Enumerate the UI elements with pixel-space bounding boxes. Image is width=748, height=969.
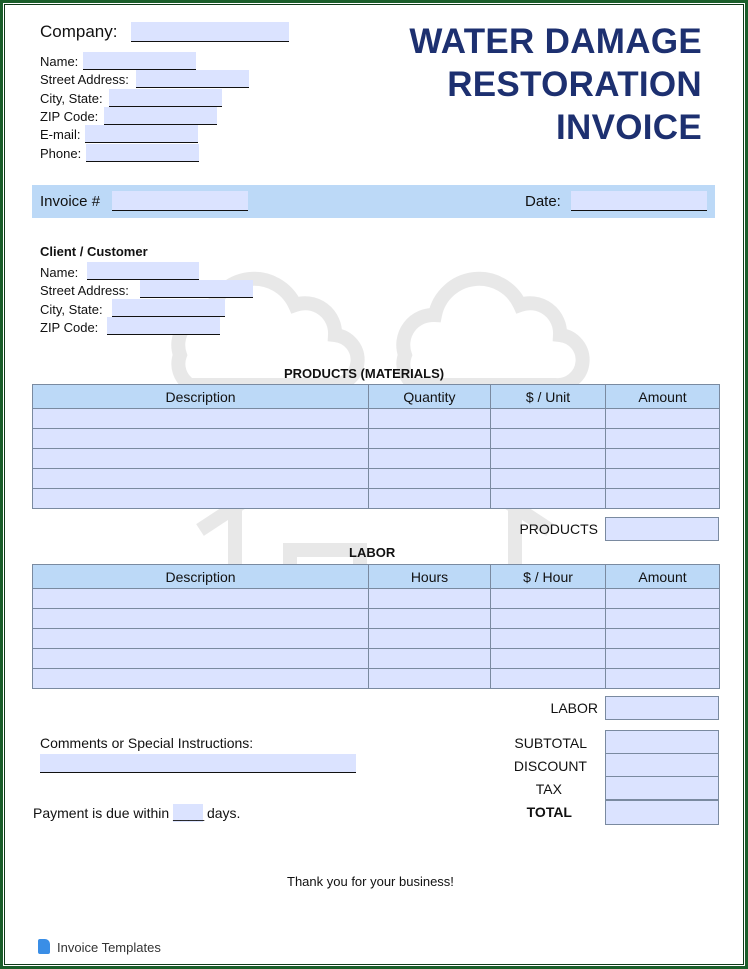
total-label: TOTAL	[526, 804, 572, 820]
client-city-label: City, State:	[40, 302, 103, 317]
client-name-label: Name:	[40, 265, 79, 280]
products-cell[interactable]	[491, 469, 606, 489]
products-col-description: Description	[33, 385, 369, 409]
table-row	[33, 589, 720, 609]
labor-cell[interactable]	[491, 649, 606, 669]
subtotal-label: SUBTOTAL	[514, 735, 587, 751]
products-total-label: PRODUCTS	[519, 521, 598, 537]
products-col-quantity: Quantity	[369, 385, 491, 409]
labor-col-amount: Amount	[606, 565, 720, 589]
labor-col-hours: Hours	[369, 565, 491, 589]
products-cell[interactable]	[369, 429, 491, 449]
comments-label: Comments or Special Instructions:	[40, 735, 254, 751]
table-row	[33, 449, 720, 469]
table-row	[33, 649, 720, 669]
table-row	[33, 669, 720, 689]
table-row	[33, 489, 720, 509]
products-cell[interactable]	[491, 449, 606, 469]
invoice-number-label: Invoice #	[40, 193, 101, 210]
labor-cell[interactable]	[369, 649, 491, 669]
labor-cell[interactable]	[369, 629, 491, 649]
labor-cell[interactable]	[369, 669, 491, 689]
tax-field[interactable]	[605, 776, 719, 800]
labor-cell[interactable]	[369, 609, 491, 629]
labor-cell[interactable]	[606, 589, 720, 609]
labor-cell[interactable]	[606, 649, 720, 669]
labor-table	[32, 564, 720, 689]
invoice-number-field[interactable]	[112, 191, 248, 211]
labor-total-label: LABOR	[550, 700, 598, 716]
company-zip-field[interactable]	[104, 107, 217, 125]
products-cell[interactable]	[606, 449, 720, 469]
tax-label: TAX	[535, 781, 562, 797]
comments-field[interactable]	[40, 754, 356, 773]
labor-cell[interactable]	[33, 669, 369, 689]
payment-suffix: days.	[206, 805, 241, 821]
labor-col-rate: $ / Hour	[491, 565, 606, 589]
products-heading: PRODUCTS (MATERIALS)	[284, 366, 445, 381]
table-row	[33, 409, 720, 429]
invoice-title	[409, 20, 702, 149]
products-col-unit-price: $ / Unit	[491, 385, 606, 409]
title-line-1: WATER DAMAGE	[409, 22, 702, 61]
labor-heading: LABOR	[349, 545, 396, 560]
company-city-field[interactable]	[109, 89, 222, 107]
company-name-label: Name:	[40, 54, 79, 69]
title-line-3: INVOICE	[555, 108, 702, 147]
client-street-field[interactable]	[140, 280, 253, 298]
products-cell[interactable]	[33, 429, 369, 449]
payment-prefix: Payment is due within	[33, 805, 170, 821]
labor-cell[interactable]	[33, 649, 369, 669]
products-cell[interactable]	[369, 449, 491, 469]
products-total-field[interactable]	[605, 517, 719, 541]
date-label: Date:	[525, 193, 561, 210]
discount-label: DISCOUNT	[513, 758, 587, 774]
client-city-field[interactable]	[112, 299, 225, 317]
discount-field[interactable]	[605, 753, 719, 777]
company-email-label: E-mail:	[40, 127, 81, 142]
payment-days-blank: ____	[173, 805, 205, 821]
payment-terms	[33, 804, 240, 822]
labor-cell[interactable]	[491, 609, 606, 629]
products-cell[interactable]	[491, 429, 606, 449]
company-city-label: City, State:	[40, 91, 103, 106]
labor-cell[interactable]	[606, 629, 720, 649]
products-cell[interactable]	[606, 469, 720, 489]
company-zip-label: ZIP Code:	[40, 109, 99, 124]
products-cell[interactable]	[369, 409, 491, 429]
products-cell[interactable]	[33, 449, 369, 469]
date-field[interactable]	[571, 191, 707, 211]
company-label: Company:	[40, 22, 118, 41]
labor-cell[interactable]	[606, 669, 720, 689]
products-cell[interactable]	[369, 469, 491, 489]
client-name-field[interactable]	[87, 262, 199, 280]
products-cell[interactable]	[33, 469, 369, 489]
labor-cell[interactable]	[491, 629, 606, 649]
products-cell[interactable]	[33, 409, 369, 429]
client-zip-label: ZIP Code:	[40, 320, 99, 335]
payment-days-field[interactable]	[173, 804, 203, 822]
products-cell[interactable]	[606, 409, 720, 429]
products-cell[interactable]	[33, 489, 369, 509]
thank-you-note: Thank you for your business!	[287, 874, 454, 889]
labor-cell[interactable]	[606, 609, 720, 629]
products-cell[interactable]	[606, 429, 720, 449]
labor-cell[interactable]	[491, 669, 606, 689]
client-heading: Client / Customer	[40, 244, 148, 259]
table-row	[33, 629, 720, 649]
products-cell[interactable]	[369, 489, 491, 509]
products-col-amount: Amount	[606, 385, 720, 409]
products-table	[32, 384, 720, 509]
table-row	[33, 429, 720, 449]
invoice-templates-logo-icon	[38, 939, 50, 954]
company-phone-field[interactable]	[86, 144, 199, 162]
products-cell[interactable]	[491, 489, 606, 509]
labor-cell[interactable]	[33, 589, 369, 609]
client-street-label: Street Address:	[40, 283, 129, 298]
products-cell[interactable]	[491, 409, 606, 429]
labor-total-field[interactable]	[605, 696, 719, 720]
labor-col-description: Description	[33, 565, 369, 589]
labor-cell[interactable]	[491, 589, 606, 609]
brand-name: Invoice Templates	[57, 940, 161, 955]
title-line-2: RESTORATION	[447, 65, 702, 104]
company-street-field[interactable]	[136, 70, 249, 88]
client-zip-field[interactable]	[107, 317, 220, 335]
table-row	[33, 469, 720, 489]
company-phone-label: Phone:	[40, 146, 82, 161]
labor-cell[interactable]	[33, 629, 369, 649]
subtotal-field[interactable]	[605, 730, 719, 754]
company-name-field[interactable]	[83, 52, 196, 70]
table-row	[33, 609, 720, 629]
total-field[interactable]	[605, 800, 719, 825]
company-email-field[interactable]	[85, 125, 198, 143]
labor-cell[interactable]	[369, 589, 491, 609]
labor-cell[interactable]	[33, 609, 369, 629]
company-street-label: Street Address:	[40, 72, 129, 87]
products-cell[interactable]	[606, 489, 720, 509]
company-field[interactable]	[131, 22, 289, 42]
